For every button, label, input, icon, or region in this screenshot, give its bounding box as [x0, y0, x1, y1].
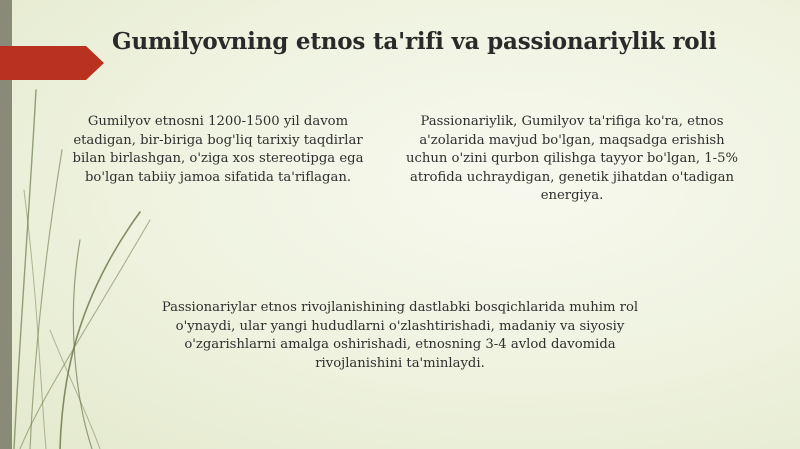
slide-title: Gumilyovning etnos ta'rifi va passionariylik roli	[112, 28, 717, 55]
passionaries-role-text: Passionariylar etnos rivojlanishining dastlabki bosqichlarida muhim rol o'ynaydi, ular yangi hududlarni o'zlashtirishadi, madaniy va siyosiy o'zgarishlarni amalga oshirishadi, etnosning 3-4 avlod davomida rivojlanishini ta'minlaydi.	[161, 300, 639, 371]
passionarity-definition-text: Passionariylik, Gumilyov ta'rifiga ko'ra, etnos a'zolarida mavjud bo'lgan, maqsadga erishish uchun o'zini qurbon qilishga tayyor bo'lgan, 1-5% atrofida uchraydigan, genetik jihatdan o'tadigan energiya.	[405, 114, 738, 203]
etnos-definition-text: Gumilyov etnosni 1200-1500 yil davom etadigan, bir-biriga bog'liq tarixiy taqdirlar bilan birlashgan, o'ziga xos stereotipga ega bo'lgan tabiiy jamoa sifatida ta'riflagan.	[72, 114, 364, 185]
arrow-marker-icon	[0, 46, 104, 80]
